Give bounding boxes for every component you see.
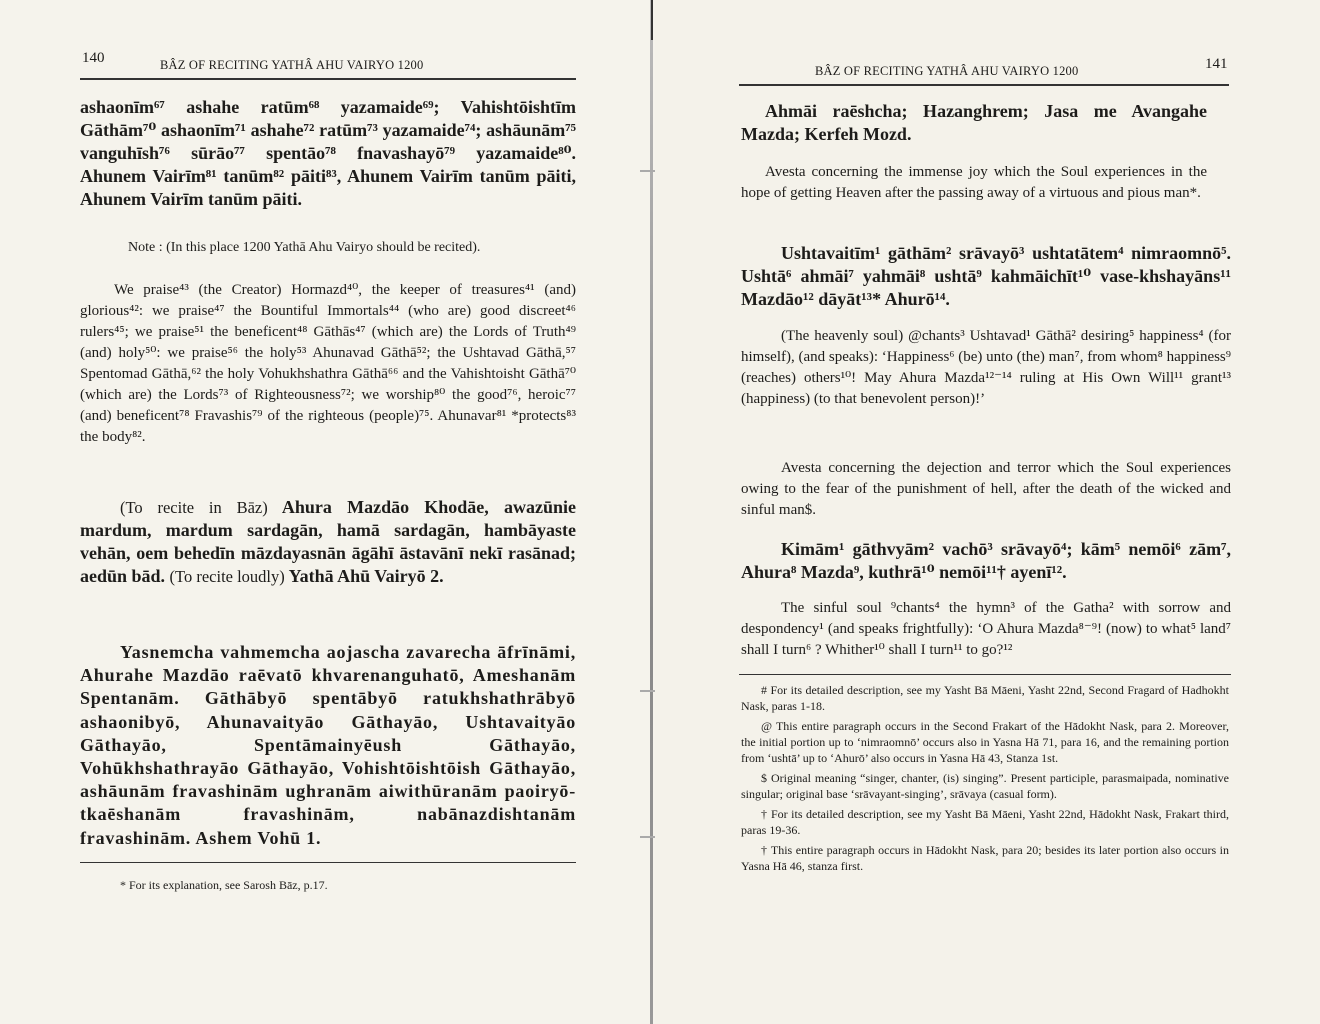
left-page bbox=[0, 0, 655, 1024]
footnote: $ Original meaning “singer, chanter, (is) singing”. Present participle, parasmaipada, nominative singular; original base ‘srāvayant-singing’, srāvaya (casual form). bbox=[741, 771, 1229, 801]
footnote: † This entire paragraph occurs in Hādokht Nask, para 20; besides its later portion also occurs in Yasna Hā 46, stanza first. bbox=[741, 843, 1229, 873]
header-rule bbox=[739, 84, 1229, 86]
running-head: BÂZ OF RECITING YATHÂ AHU VAIRYO 1200 bbox=[815, 64, 1079, 78]
recite-paragraph bbox=[80, 496, 576, 588]
footnote-rule bbox=[80, 862, 576, 863]
ahmai-paragraph: Ahmāi raēshcha; Hazanghrem; Jasa me Avangahe Mazda; Kerfeh Mozd. bbox=[741, 101, 1207, 144]
transliteration-paragraph: ashaonīm⁶⁷ ashahe ratūm⁶⁸ yazamaide⁶⁹; Vahishtōishtīm Gāthām⁷⁰ ashaonīm⁷¹ ashahe⁷² ratūm⁷³ yazamaide⁷⁴; ashāunām⁷⁵ vanguhīsh⁷⁶ sūrāo⁷⁷ spentāo⁷⁸ fnavashayō⁷⁹ yazamaide⁸⁰. Ahunem Vairīm⁸¹ tanūm⁸² pāiti⁸³, Ahunem Vairīm tanūm pāiti, Ahunem Vairīm tanūm pāiti. bbox=[80, 97, 576, 209]
book-gutter bbox=[650, 0, 653, 1024]
sinful-soul-translation: The sinful soul ⁹chants⁴ the hymn³ of the Gatha² with sorrow and despondency¹ (and speaks frightfully): ‘O Ahura Mazda⁸⁻⁹! (now) to what⁵ land⁷ shall I turn⁶ ? Whither¹⁰ shall I turn¹¹ to go?¹² bbox=[741, 600, 1231, 658]
recite-loud: (To recite loudly) bbox=[169, 567, 285, 586]
header-rule bbox=[80, 78, 576, 80]
recite-prefix: (To recite in Bāz) bbox=[120, 498, 268, 517]
recite-end: Yathā Ahū Vairyō 2. bbox=[284, 566, 444, 586]
translation-paragraph: We praise⁴³ (the Creator) Hormazd⁴⁰, the keeper of treasures⁴¹ (and) glorious⁴²: we praise⁴⁷ the Bountiful Immortals⁴⁴ (who are) good discreet⁴⁶ rulers⁴⁵; we praise⁵¹ the beneficent⁴⁸ Gāthās⁴⁷ (which are) the Lords of Truth⁴⁹ (and) holy⁵⁰: we praise⁵⁶ the holy⁵³ Ahunavad Gāthā⁵²; the Ushtavad Gāthā,⁵⁷ Spentomad Gāthā,⁶² the holy Vohukhshathra Gāthā⁶⁶ and the Vahishtoisht Gāthā⁷⁰ (which are) the Lords⁷³ of Righteousness⁷²; we worship⁸⁰ the good⁷⁶, heroic⁷⁷ (and) beneficent⁷⁸ Fravashis⁷⁹ of the righteous (people)⁷⁵. Ahunavar⁸¹ *protects⁸³ the body⁸². bbox=[80, 282, 576, 445]
page-number: 141 bbox=[1205, 56, 1228, 72]
heavenly-soul-translation: (The heavenly soul) @chants³ Ushtavad¹ Gāthā² desiring⁵ happiness⁴ (for himself), (and speaks): ‘Happiness⁶ (be) unto (the) man⁷, from whom⁸ happiness⁹ (reaches) others¹⁰! May Ahura Mazda¹²⁻¹⁴ ruling at His Own Will¹¹ grant¹³ (happiness) (to that benevolent person)!’ bbox=[741, 328, 1231, 407]
avesta-joy-paragraph: Avesta concerning the immense joy which the Soul experiences in the hope of getting Heaven after the passing away of a virtuous and pious man*. bbox=[741, 164, 1207, 201]
footnote: † For its detailed description, see my Yasht Bā Māeni, Yasht 22nd, Hādokht Nask, Frakart third, paras 19-36. bbox=[741, 807, 1229, 837]
footnote: @ This entire paragraph occurs in the Second Frakart of the Hādokht Nask, para 2. Moreover, the initial portion up to ‘nimraomnō’ occurs also in Yasna Hā 71, para 16, and the remaining portion from ‘ushtā’ up to ‘Ahurō’ also occurs in Yasna Hā 43, Stanza 1st. bbox=[741, 719, 1229, 765]
running-head: BÂZ OF RECITING YATHÂ AHU VAIRYO 1200 bbox=[160, 58, 424, 72]
gutter-shadow bbox=[651, 0, 653, 40]
footnote: * For its explanation, see Sarosh Bāz, p.17. bbox=[120, 878, 328, 892]
ushtavaitim-verse: Ushtavaitīm¹ gāthām² srāvayō³ ushtatātem⁴ nimraomnō⁵. Ushtā⁶ ahmāi⁷ yahmāi⁸ ushtā⁹ kahmāichīt¹⁰ vase-khshayāns¹¹ Mazdāo¹² dāyāt¹³* Ahurō¹⁴. bbox=[741, 243, 1231, 309]
avesta-terror-paragraph: Avesta concerning the dejection and terror which the Soul experiences owing to the fear of the punishment of hell, after the death of the wicked and sinful man$. bbox=[741, 460, 1231, 518]
footnote-rule bbox=[739, 674, 1231, 675]
page-number: 140 bbox=[82, 50, 105, 66]
yasnemcha-paragraph: Yasnemcha vahmemcha aojascha zavarecha āfrīnāmi, Ahurahe Mazdāo raēvatō khvarenanguhatō, Ameshanām Spentanām. Gāthābyō spentābyō ratukhshathrābyō ashaonibyō, Ahunavaityāo Gāthayāo, Ushtavaityāo Gāthayāo, Spentāmainyēush Gāthayāo, Vohūkhshathrayāo Gāthayāo, Vohishtōishtōish Gāthayāo, ashāunām fravashinām ughranām aiwithūranām paoiryō-tkaēshanām fravashinām, nabānazdishtanām fravashinām. Ashem Vohū 1. bbox=[80, 642, 576, 848]
note-line: Note : (In this place 1200 Yathā Ahu Vairyo should be recited). bbox=[128, 240, 481, 255]
kimam-verse: Kimām¹ gāthvyām² vachō³ srāvayō⁴; kām⁵ nemōi⁶ zām⁷, Ahura⁸ Mazda⁹, kuthrā¹⁰ nemōi¹¹† ayenī¹². bbox=[741, 539, 1231, 582]
footnote: # For its detailed description, see my Yasht Bā Māeni, Yasht 22nd, Second Fragard of Hadhokht Nask, paras 1-18. bbox=[741, 683, 1229, 713]
recite-text: Ahura Mazdāo Khodāe, awazūnie mardum, mardum sardagān, hamā sardagān, hambāyaste vehān, oem behedīn māzdayasnān āgāhī āstavānī nekī rasānad; aedūn bād. bbox=[80, 497, 576, 586]
right-page bbox=[655, 0, 1320, 1024]
footnotes bbox=[741, 682, 1229, 878]
